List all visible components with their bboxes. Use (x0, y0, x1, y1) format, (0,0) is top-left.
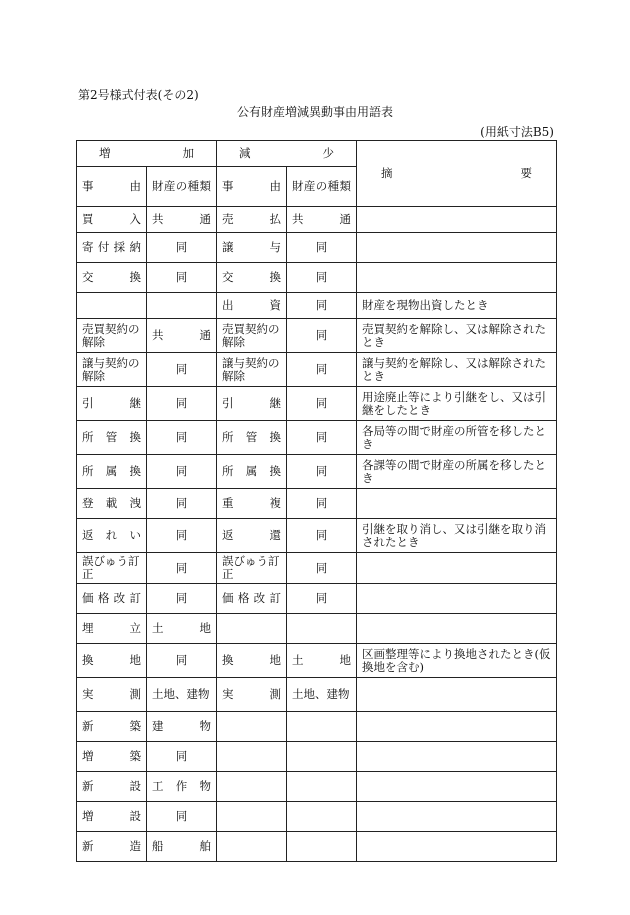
increase-reason-cell: 価格改訂 (77, 584, 147, 614)
decrease-type-cell (287, 832, 357, 862)
increase-type-cell: 同 (147, 742, 217, 772)
remarks-cell (357, 489, 557, 519)
increase-reason-cell: 引継 (77, 387, 147, 421)
decrease-type-cell: 同 (287, 455, 357, 489)
header-row-groups (77, 141, 557, 167)
remarks-cell (357, 207, 557, 233)
table-row (77, 614, 557, 644)
table-row (77, 353, 557, 387)
decrease-reason-cell: 実測 (217, 678, 287, 712)
decrease-reason-cell: 交換 (217, 263, 287, 293)
decrease-type-cell: 同 (287, 421, 357, 455)
increase-type-cell: 同 (147, 263, 217, 293)
decrease-type-cell: 同 (287, 293, 357, 319)
remarks-cell (357, 584, 557, 614)
paper-size-note: (用紙寸法B5) (480, 125, 554, 139)
increase-reason-cell: 換地 (77, 644, 147, 678)
remarks-cell (357, 233, 557, 263)
table-row (77, 772, 557, 802)
increase-type-cell: 同 (147, 489, 217, 519)
decrease-type-cell: 同 (287, 233, 357, 263)
table-row (77, 644, 557, 678)
increase-type-cell: 船舶 (147, 832, 217, 862)
remarks-cell (357, 832, 557, 862)
form-label: 第2号様式付表(その2) (78, 88, 199, 102)
increase-type-cell: 共通 (147, 319, 217, 353)
remarks-cell (357, 802, 557, 832)
increase-reason-cell: 誤びゅう訂正 (77, 553, 147, 584)
decrease-reason-cell: 価格改訂 (217, 584, 287, 614)
remarks-cell (357, 712, 557, 742)
table-row (77, 387, 557, 421)
decrease-reason-cell (217, 712, 287, 742)
increase-reason-cell: 売買契約の解除 (77, 319, 147, 353)
decrease-reason-cell: 譲与契約の解除 (217, 353, 287, 387)
table-row (77, 553, 557, 584)
terms-body (77, 207, 557, 862)
decrease-type-cell: 同 (287, 387, 357, 421)
decrease-type-cell: 同 (287, 553, 357, 584)
remarks-cell: 売買契約を解除し、又は解除されたとき (357, 319, 557, 353)
increase-reason-cell: 譲与契約の解除 (77, 353, 147, 387)
remarks-cell (357, 263, 557, 293)
table-row (77, 742, 557, 772)
decrease-reason-cell (217, 802, 287, 832)
decrease-type-cell: 同 (287, 489, 357, 519)
decrease-reason-cell (217, 742, 287, 772)
table-row (77, 832, 557, 862)
increase-reason-cell: 増設 (77, 802, 147, 832)
increase-type-cell: 同 (147, 553, 217, 584)
decrease-header: 減 少 (217, 141, 357, 167)
decrease-type-cell (287, 772, 357, 802)
increase-type-cell: 同 (147, 233, 217, 263)
decrease-type-cell (287, 614, 357, 644)
decrease-reason-cell: 引継 (217, 387, 287, 421)
table-row (77, 263, 557, 293)
decrease-reason-cell: 所属換 (217, 455, 287, 489)
increase-type-cell: 建物 (147, 712, 217, 742)
decrease-reason-cell: 売買契約の解除 (217, 319, 287, 353)
increase-reason-cell: 寄付採納 (77, 233, 147, 263)
decrease-reason-cell: 出資 (217, 293, 287, 319)
remarks-cell: 引継を取り消し、又は引継を取り消されたとき (357, 519, 557, 553)
decrease-reason-cell: 誤びゅう訂正 (217, 553, 287, 584)
remarks-cell: 各局等の間で財産の所管を移したとき (357, 421, 557, 455)
remarks-cell: 譲与契約を解除し、又は解除されたとき (357, 353, 557, 387)
increase-reason-cell: 新設 (77, 772, 147, 802)
document-title: 公有財産増減異動事由用語表 (236, 105, 393, 119)
increase-type-cell: 同 (147, 802, 217, 832)
increase-type-cell: 同 (147, 353, 217, 387)
decrease-type-cell (287, 712, 357, 742)
table-row (77, 489, 557, 519)
decrease-type-cell: 同 (287, 584, 357, 614)
remarks-cell (357, 678, 557, 712)
increase-reason-cell: 増築 (77, 742, 147, 772)
table-row (77, 293, 557, 319)
table-row (77, 421, 557, 455)
decrease-reason-cell: 売払 (217, 207, 287, 233)
increase-reason-cell: 登載洩 (77, 489, 147, 519)
decrease-type-cell: 土地 (287, 644, 357, 678)
remarks-cell (357, 772, 557, 802)
decrease-reason-cell: 譲与 (217, 233, 287, 263)
decrease-type-cell: 同 (287, 353, 357, 387)
increase-type-cell (147, 293, 217, 319)
decrease-type-cell: 土地、建物 (287, 678, 357, 712)
table-row (77, 233, 557, 263)
increase-reason-cell: 所属換 (77, 455, 147, 489)
remarks-cell: 用途廃止等により引継をし、又は引継をしたとき (357, 387, 557, 421)
decrease-reason-cell (217, 614, 287, 644)
decrease-reason-header: 事 由 (217, 167, 287, 207)
remarks-header: 摘 要 (357, 141, 557, 207)
decrease-reason-cell: 換地 (217, 644, 287, 678)
increase-type-cell: 同 (147, 387, 217, 421)
remarks-cell: 各課等の間で財産の所属を移したとき (357, 455, 557, 489)
table-row (77, 455, 557, 489)
increase-reason-cell: 所管換 (77, 421, 147, 455)
table-row (77, 207, 557, 233)
increase-reason-cell (77, 293, 147, 319)
increase-type-cell: 工作物 (147, 772, 217, 802)
increase-type-cell: 土地、建物 (147, 678, 217, 712)
increase-type-cell: 共通 (147, 207, 217, 233)
terms-table (76, 140, 557, 862)
increase-type-cell: 同 (147, 519, 217, 553)
increase-reason-cell: 返れい (77, 519, 147, 553)
increase-reason-cell: 新造 (77, 832, 147, 862)
increase-type-cell: 同 (147, 421, 217, 455)
decrease-reason-cell: 返還 (217, 519, 287, 553)
decrease-reason-cell: 重複 (217, 489, 287, 519)
remarks-cell: 財産を現物出資したとき (357, 293, 557, 319)
decrease-type-cell (287, 742, 357, 772)
decrease-type-cell: 同 (287, 519, 357, 553)
increase-reason-cell: 埋立 (77, 614, 147, 644)
increase-reason-cell: 新築 (77, 712, 147, 742)
table-row (77, 678, 557, 712)
increase-reason-cell: 実測 (77, 678, 147, 712)
increase-type-cell: 同 (147, 584, 217, 614)
decrease-reason-cell (217, 772, 287, 802)
decrease-type-cell: 同 (287, 319, 357, 353)
decrease-type-cell: 共通 (287, 207, 357, 233)
increase-header: 増 加 (77, 141, 217, 167)
increase-reason-cell: 買入 (77, 207, 147, 233)
increase-type-cell: 土地 (147, 614, 217, 644)
decrease-type-cell: 同 (287, 263, 357, 293)
increase-reason-cell: 交換 (77, 263, 147, 293)
table-row (77, 802, 557, 832)
increase-type-cell: 同 (147, 644, 217, 678)
increase-reason-header: 事 由 (77, 167, 147, 207)
increase-type-header: 財産の種類 (147, 167, 217, 207)
remarks-cell (357, 553, 557, 584)
table-row (77, 519, 557, 553)
remarks-cell (357, 742, 557, 772)
table-row (77, 584, 557, 614)
table-row (77, 712, 557, 742)
table-row (77, 319, 557, 353)
decrease-reason-cell: 所管換 (217, 421, 287, 455)
increase-type-cell: 同 (147, 455, 217, 489)
remarks-cell (357, 614, 557, 644)
decrease-type-header: 財産の種類 (287, 167, 357, 207)
decrease-reason-cell (217, 832, 287, 862)
remarks-cell: 区画整理等により換地されたとき(仮換地を含む) (357, 644, 557, 678)
decrease-type-cell (287, 802, 357, 832)
